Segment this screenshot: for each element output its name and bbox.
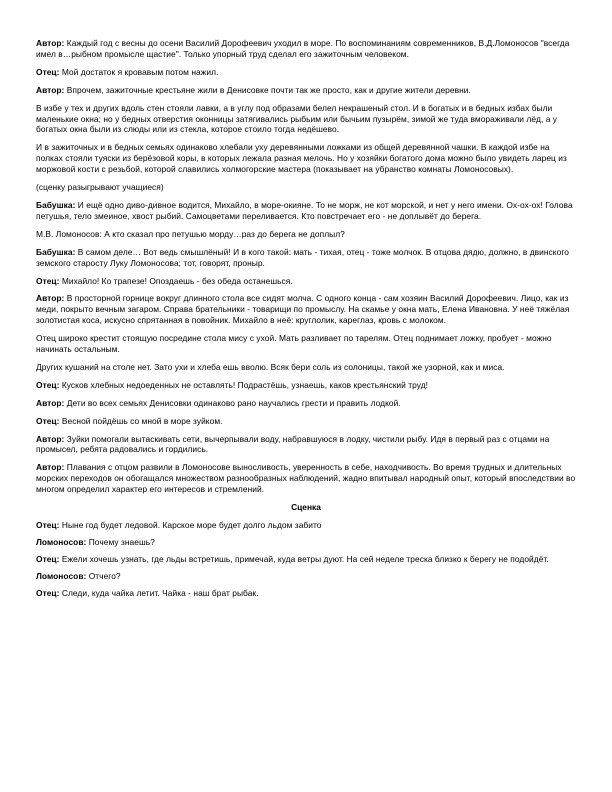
paragraph-text: В просторной горнице вокруг длинного стола все сидят молча. С одного конца - сам хозяин Василий Дорофеевич. Лицо, как из меди, покрыто вечным загаром. Справа брательники - товарищи по промыслу. На скамье у окна мать, Елена Ивановна. У неё тяжёлая золотистая коса, искусно спрятанная в повойник. Михайло в неё: круглолик, кареглаз, кровь с молоком.: [36, 293, 570, 326]
paragraph: [36, 462, 576, 495]
paragraph-text: Зуйки помогали вытаскивать сети, вычерпывали воду, набравшуюся в лодку, чистили рыбу. Идя в первый раз с отцами на промысел, ребята радовались и гордились.: [36, 433, 550, 455]
speaker-label: Отец:: [36, 553, 60, 564]
paragraph: [36, 38, 576, 60]
speaker-label: Ломоносов:: [36, 570, 87, 581]
paragraph-text: Впрочем, зажиточные крестьяне жили в Денисовке почти так же просто, как и другие жители деревни.: [64, 84, 471, 95]
paragraph: [36, 229, 576, 240]
speaker-label: Отец:: [36, 379, 60, 390]
speaker-label: Бабушка:: [36, 199, 76, 210]
speaker-label: Автор:: [36, 84, 65, 95]
speaker-label: Отец:: [36, 415, 60, 426]
paragraph: [36, 380, 576, 391]
scene-line: [36, 554, 576, 565]
paragraph-text: (сценку разыгрывают учащиеся): [36, 182, 164, 193]
paragraph-text: В самом деле… Вот ведь смышлёный! И в кого такой: мать - тихая, отец - тоже молчок. В отцова дядю, должно, в двинского земского старосту Луку Ломоносова; тот, говорят, проныр.: [36, 246, 569, 268]
speaker-label: Ломоносов:: [36, 536, 87, 547]
paragraph-text: Других кушаний на столе нет. Зато ухи и хлеба ешь вволю. Всяк бери соль из солоницы, такой же узорной, как и миса.: [36, 361, 505, 372]
scene-line-text: Ежели хочешь узнать, где льды встретишь, примечай, куда ветры дуют. На сей неделе треска близко к берегу не подойдёт.: [59, 553, 549, 564]
paragraph: [36, 142, 576, 175]
paragraph-text: Дети во всех семьях Денисовки одинаково рано научались грести и править лодкой.: [64, 397, 401, 408]
scene-line: [36, 520, 576, 531]
scene-heading: Сценка: [291, 502, 321, 513]
speaker-label: Отец:: [36, 587, 60, 598]
paragraph: [36, 85, 576, 96]
speaker-label: Отец:: [36, 520, 60, 530]
paragraph: [36, 293, 576, 326]
paragraph-text: Каждый год с весны до осени Василий Дорофеевич уходил в море. По воспоминаниям современников, В.Д.Ломоносов "всегда имел в…рыбном промысле щастие". Только упорный труд сделал его зажиточным человеком.: [36, 38, 570, 59]
paragraph: [36, 416, 576, 427]
speaker-label: Бабушка:: [36, 246, 76, 257]
speaker-label: Автор:: [36, 462, 65, 473]
paragraph: [36, 200, 576, 222]
paragraph: [36, 103, 576, 136]
speaker-label: Отец:: [36, 275, 60, 286]
scene-line-text: Почему знаешь?: [86, 536, 155, 547]
paragraph-text: Кусков хлебных недоеденных не оставлять! Подрастёшь, узнаешь, каков крестьянский труд!: [59, 379, 429, 390]
scene-line-text: Отчего?: [86, 570, 121, 581]
paragraph: [36, 434, 576, 456]
paragraph-text: Весной пойдёшь со мной в море зуйком.: [59, 415, 223, 426]
paragraph: [36, 398, 576, 409]
scene-line-text: Ныне год будет ледовой. Карское море будет долго льдом забито: [59, 520, 322, 530]
speaker-label: Автор:: [36, 38, 65, 48]
paragraph-text: Михайло! Ко трапезе! Опоздаешь - без обеда останешься.: [59, 275, 293, 286]
paragraph-text: И в зажиточных и в бедных семьях одинаково хлебали уху деревянными ложками из общей деревянной чашки. В каждой избе на полках стояли туяски из берёзовой коры, в которых лежала разная мелочь. Но у хозяйки богатого дома можно было увидеть ларец из моржовой кости с резьбой, которой славились холмогорские мастера (показывает на убранство комнаты Ломоносовых).: [36, 142, 567, 175]
paragraph: [36, 182, 576, 193]
paragraph-text: Плавания с отцом развили в Ломоносове выносливость, уверенность в себе, находчивость. Во время трудных и длительных морских переходов он обогащался множеством разнообразных наблюдений, жадно впитывал народный опыт, который впоследствии во многом определил характер его интересов и стремлений.: [36, 462, 576, 495]
paragraph: [36, 362, 576, 373]
scene-line-text: Следи, куда чайка летит. Чайка - наш брат рыбак.: [59, 587, 259, 598]
paragraph: [36, 247, 576, 269]
paragraph-text: Отец широко крестит стоящую посредине стола мису с ухой. Мать разливает по тарелям. Отец поднимает ложку, пробует - можно начинать остальным.: [36, 333, 552, 355]
paragraph: [36, 276, 576, 287]
paragraph-text: М.В. Ломоносов: А кто сказал про петушью морду…раз до берега не доплыл?: [36, 228, 345, 239]
speaker-label: Автор:: [36, 397, 65, 408]
scene-line: [36, 588, 576, 599]
scene-line: [36, 537, 576, 548]
paragraph-text: В избе у тех и других вдоль стен стояли лавки, а в углу под образами белел некрашеный стол. И в богатых и в бедных избах были маленькие окна; но у бедных отверстия оконницы затягивались рыбьим или бычьим пузырём, зимой же туда вмораживали лёд, а у богатых окна были из слюды или из стекла, которое стоило тогда недёшево.: [36, 102, 558, 135]
paragraph: [36, 333, 576, 355]
speaker-label: Автор:: [36, 293, 65, 304]
scene-line: [36, 571, 576, 582]
paragraph-text: И ещё одно диво-дивное водится, Михайло, в море-окияне. То не морж, не кот морской, и нет у него имени. Ох-ох-ох! Голова петушья, тело змеиное, хвост рыбий. Самоцветами переливается. Кто повстречает его - не доплывёт до берега.: [36, 199, 573, 221]
paragraph: [36, 67, 576, 78]
speaker-label: Автор:: [36, 433, 65, 444]
speaker-label: Отец:: [36, 66, 60, 77]
paragraph-text: Мой достаток я кровавым потом нажил.: [59, 66, 219, 77]
